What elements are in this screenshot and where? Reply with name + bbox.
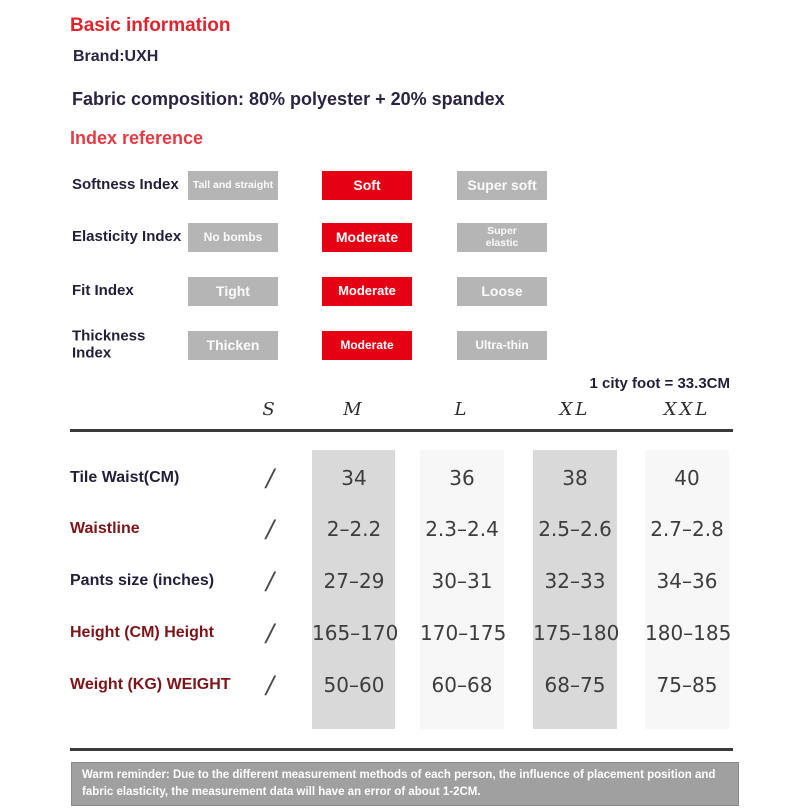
size-cell: 75–85 [656, 673, 718, 697]
size-cell: / [265, 515, 275, 543]
size-cell: 2.7–2.8 [650, 517, 724, 541]
fabric-composition-text: Fabric composition: 80% polyester + 20% spandex [72, 89, 505, 109]
size-cell: 68–75 [544, 673, 606, 697]
size-cell: / [265, 464, 275, 492]
size-column-header-xl: XL [559, 399, 591, 420]
size-row-label-tile-waist: Tile Waist(CM) [70, 469, 180, 486]
warm-reminder-text: Warm reminder: Due to the different measurement methods of each person, the influence of placement position and fabric elasticity, the measurement data will have an error of about 1-2CM. [71, 762, 739, 806]
unit-conversion-note: 1 city foot = 33.3CM [589, 375, 730, 392]
size-cell: 60–68 [431, 673, 493, 697]
size-column-header-l: L [454, 399, 470, 420]
index-badge-soft-selected: Soft [322, 171, 412, 200]
size-cell: 30–31 [431, 569, 493, 593]
size-cell: / [265, 671, 275, 699]
basic-information-title: Basic information [70, 15, 231, 36]
size-column-header-xxl: XXL [663, 399, 711, 420]
index-badge-super-elastic: Super elastic [457, 223, 547, 252]
size-row-label-weight: Weight (KG) WEIGHT [70, 676, 231, 693]
index-row-label-fit: Fit Index [72, 281, 134, 299]
size-cell: / [265, 567, 275, 595]
size-cell: 32–33 [544, 569, 606, 593]
size-row-label-waistline: Waistline [70, 520, 140, 537]
index-badge-tall-and-straight: Tall and straight [188, 171, 278, 200]
index-badge-ultra-thin: Ultra-thin [457, 331, 547, 360]
size-cell: 27–29 [323, 569, 385, 593]
size-row-label-pants-size: Pants size (inches) [70, 572, 215, 589]
size-cell: / [265, 619, 275, 647]
header-divider-line [70, 429, 733, 432]
index-badge-no-bombs: No bombs [188, 223, 278, 252]
size-cell: 2.5–2.6 [538, 517, 612, 541]
index-badge-super-soft: Super soft [457, 171, 547, 200]
size-cell: 175–180 [533, 621, 620, 645]
size-column-header-s: S [262, 399, 278, 420]
size-cell: 40 [674, 466, 700, 490]
size-column-header-m: M [343, 399, 365, 420]
size-cell: 36 [449, 466, 475, 490]
size-cell: 165–170 [312, 621, 399, 645]
size-cell: 2–2.2 [326, 517, 382, 541]
brand-text: Brand:UXH [73, 48, 159, 65]
size-cell: 38 [562, 466, 588, 490]
size-cell: 50–60 [323, 673, 385, 697]
size-cell: 34–36 [656, 569, 718, 593]
size-row-label-height: Height (CM) Height [70, 624, 214, 641]
size-cell: 34 [341, 466, 367, 490]
index-row-label-thickness: Thickness Index [72, 327, 146, 361]
index-row-label-softness: Softness Index [72, 175, 179, 193]
index-badge-moderate-selected: Moderate [322, 223, 412, 252]
index-badge-moderate-selected: Moderate [322, 277, 412, 306]
index-badge-tight: Tight [188, 277, 278, 306]
size-cell: 180–185 [645, 621, 732, 645]
index-badge-loose: Loose [457, 277, 547, 306]
index-badge-moderate-selected: Moderate [322, 331, 412, 360]
size-cell: 170–175 [420, 621, 507, 645]
index-badge-thicken: Thicken [188, 331, 278, 360]
size-cell: 2.3–2.4 [425, 517, 499, 541]
index-reference-title: Index reference [70, 128, 204, 148]
bottom-divider-line [70, 748, 733, 751]
index-row-label-elasticity: Elasticity Index [72, 227, 182, 245]
